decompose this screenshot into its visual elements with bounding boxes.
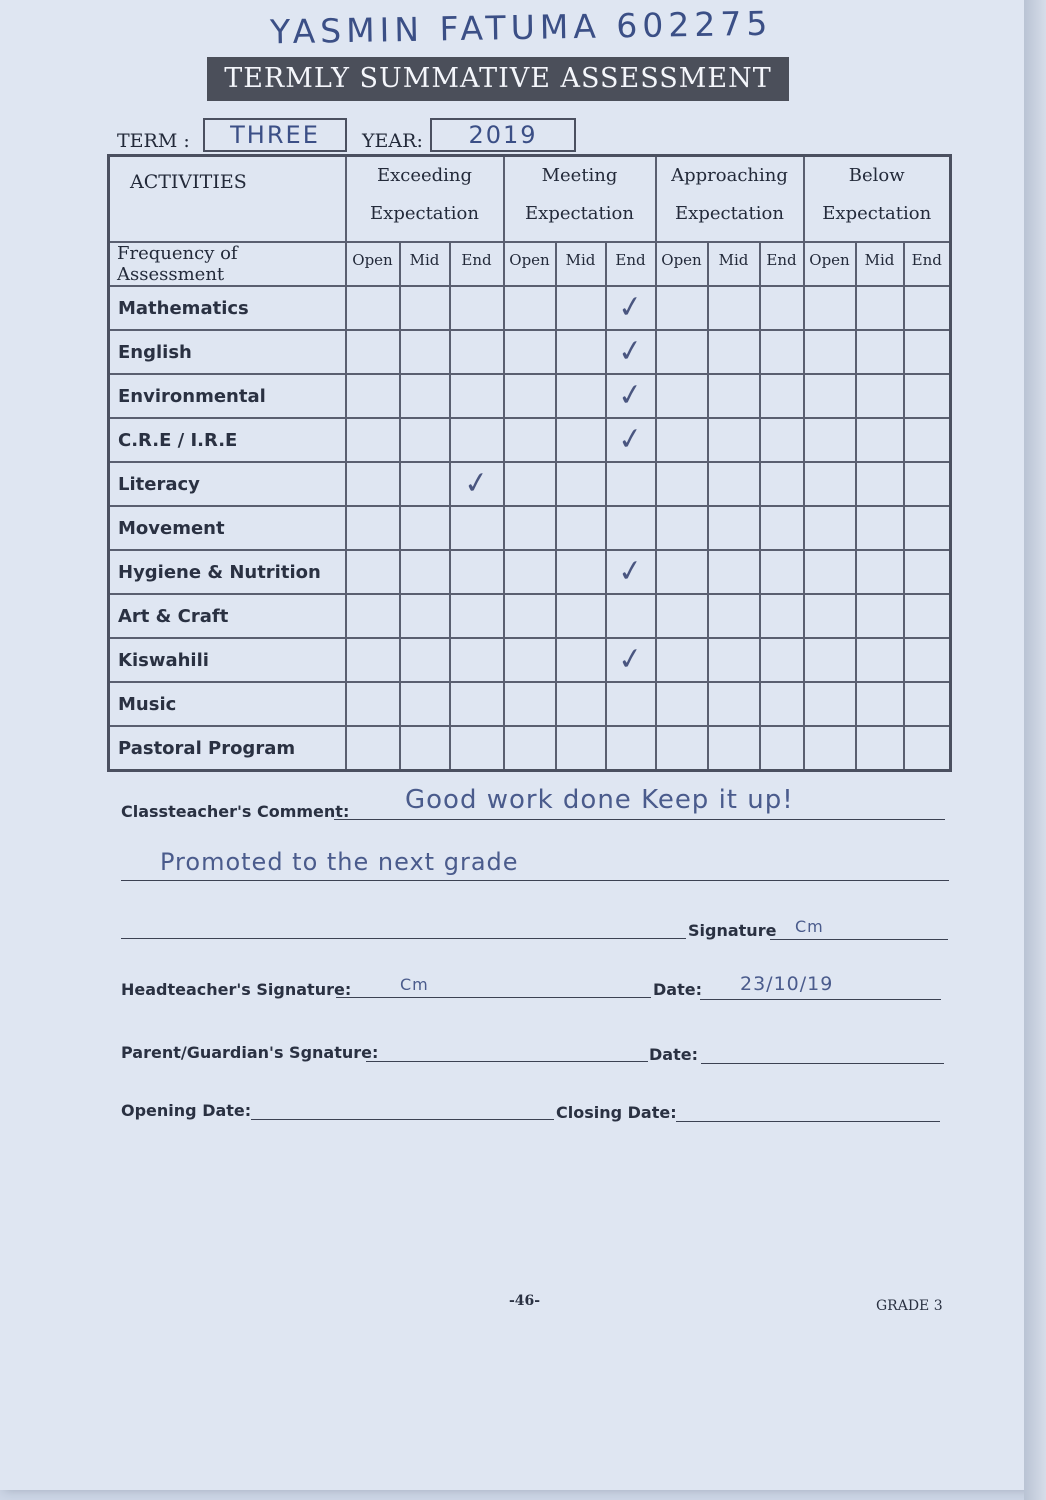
assessment-cell [450, 462, 504, 506]
assessment-cell [904, 374, 951, 418]
assessment-cell [556, 550, 606, 594]
signature-label: Signature [688, 921, 777, 940]
assessment-cell [804, 462, 856, 506]
assessment-cell [504, 550, 556, 594]
term-value: THREE [203, 118, 347, 152]
assessment-cell [760, 374, 804, 418]
page-edge [1024, 0, 1046, 1500]
assessment-cell [656, 418, 708, 462]
assessment-cell [450, 418, 504, 462]
assessment-cell [346, 638, 400, 682]
parent-signature-label: Parent/Guardian's Sgnature: [121, 1043, 379, 1062]
assessment-cell [450, 726, 504, 771]
assessment-cell [708, 726, 760, 771]
assessment-cell [606, 594, 656, 638]
assessment-cell [606, 726, 656, 771]
assessment-cell [346, 374, 400, 418]
assessment-cell [856, 550, 904, 594]
assessment-cell [904, 330, 951, 374]
assessment-cell [708, 286, 760, 330]
assessment-cell [606, 418, 656, 462]
assessment-cell [760, 682, 804, 726]
column-header: Mid [556, 242, 606, 286]
assessment-cell [556, 682, 606, 726]
frequency-label: Frequency of Assessment [109, 242, 346, 286]
assessment-cell [400, 726, 450, 771]
assessment-cell [904, 550, 951, 594]
assessment-cell [556, 462, 606, 506]
assessment-cell [450, 594, 504, 638]
assessment-rows [109, 286, 951, 771]
assessment-cell [656, 550, 708, 594]
table-row [109, 330, 951, 374]
assessment-cell [804, 418, 856, 462]
assessment-cell [760, 286, 804, 330]
assessment-cell [606, 286, 656, 330]
student-name-handwritten: YASMIN FATUMA 602275 [269, 3, 773, 52]
assessment-cell [346, 682, 400, 726]
assessment-cell [804, 286, 856, 330]
headteacher-signature-label: Headteacher's Signature: [121, 980, 352, 999]
subject-label: English [109, 330, 346, 374]
assessment-cell [656, 462, 708, 506]
parent-date-line [701, 1063, 944, 1064]
assessment-cell [450, 682, 504, 726]
assessment-cell [450, 330, 504, 374]
assessment-cell [856, 374, 904, 418]
assessment-cell [606, 638, 656, 682]
assessment-cell [346, 286, 400, 330]
assessment-cell [760, 550, 804, 594]
subject-label: Environmental [109, 374, 346, 418]
classteacher-signature-value: Cm [795, 917, 824, 936]
assessment-cell [346, 550, 400, 594]
assessment-cell [904, 594, 951, 638]
group-header-approaching: Approaching Expectation [656, 156, 804, 243]
classteacher-comment-text-2: Promoted to the next grade [160, 848, 519, 876]
table-row [109, 374, 951, 418]
table-row [109, 506, 951, 550]
assessment-cell [760, 726, 804, 771]
column-header: Open [804, 242, 856, 286]
assessment-cell [760, 462, 804, 506]
table-row [109, 418, 951, 462]
assessment-cell [856, 462, 904, 506]
subject-label: C.R.E / I.R.E [109, 418, 346, 462]
column-header: End [760, 242, 804, 286]
assessment-cell [606, 550, 656, 594]
assessment-cell [760, 506, 804, 550]
assessment-cell [708, 418, 760, 462]
assessment-cell [656, 286, 708, 330]
parent-signature-line [366, 1061, 648, 1062]
assessment-cell [856, 594, 904, 638]
table-row [109, 550, 951, 594]
assessment-cell [400, 638, 450, 682]
column-header: End [606, 242, 656, 286]
assessment-cell [856, 682, 904, 726]
subject-label: Literacy [109, 462, 346, 506]
assessment-cell [856, 286, 904, 330]
assessment-cell [856, 506, 904, 550]
assessment-cell [804, 638, 856, 682]
assessment-cell [556, 506, 606, 550]
assessment-cell [606, 330, 656, 374]
table-row [109, 462, 951, 506]
group-header-exceeding: Exceeding Expectation [346, 156, 504, 243]
assessment-cell [708, 594, 760, 638]
assessment-cell [804, 330, 856, 374]
parent-date-label: Date: [649, 1045, 698, 1064]
assessment-cell [656, 506, 708, 550]
subject-label: Hygiene & Nutrition [109, 550, 346, 594]
assessment-cell [556, 418, 606, 462]
assessment-cell [346, 506, 400, 550]
assessment-cell [804, 506, 856, 550]
assessment-cell [656, 330, 708, 374]
assessment-cell [760, 418, 804, 462]
subject-label: Movement [109, 506, 346, 550]
comment-line-2 [121, 880, 949, 881]
assessment-cell [450, 638, 504, 682]
assessment-cell [904, 726, 951, 771]
assessment-table [107, 154, 952, 772]
assessment-cell [760, 638, 804, 682]
assessment-cell [708, 374, 760, 418]
assessment-cell [656, 594, 708, 638]
comment-line-1 [334, 819, 945, 820]
assessment-cell [856, 418, 904, 462]
column-header: Mid [856, 242, 904, 286]
headteacher-signature-value: Cm [400, 975, 429, 994]
assessment-cell [400, 418, 450, 462]
table-row [109, 682, 951, 726]
assessment-cell [708, 506, 760, 550]
group-header-meeting: Meeting Expectation [504, 156, 656, 243]
assessment-cell [346, 418, 400, 462]
assessment-cell [346, 462, 400, 506]
assessment-cell [606, 682, 656, 726]
assessment-cell [904, 682, 951, 726]
assessment-cell [504, 286, 556, 330]
table-row [109, 594, 951, 638]
headteacher-date-line [700, 999, 941, 1000]
assessment-cell [556, 594, 606, 638]
column-header: End [904, 242, 951, 286]
assessment-cell [606, 374, 656, 418]
checkmark-icon: ✓ [615, 640, 646, 679]
assessment-cell [856, 330, 904, 374]
assessment-cell [656, 682, 708, 726]
headteacher-date-label: Date: [653, 980, 702, 999]
assessment-cell [450, 550, 504, 594]
subject-label: Music [109, 682, 346, 726]
assessment-cell [708, 330, 760, 374]
subject-label: Mathematics [109, 286, 346, 330]
column-header: Open [504, 242, 556, 286]
assessment-cell [346, 726, 400, 771]
table-row [109, 638, 951, 682]
assessment-cell [804, 550, 856, 594]
column-header: Open [656, 242, 708, 286]
opening-date-line [251, 1119, 554, 1120]
assessment-cell [708, 638, 760, 682]
assessment-cell [556, 374, 606, 418]
classteacher-comment-text-1: Good work done Keep it up! [405, 785, 794, 815]
checkmark-icon: ✓ [615, 420, 646, 459]
assessment-cell [556, 638, 606, 682]
column-header: Mid [708, 242, 760, 286]
assessment-cell [904, 462, 951, 506]
assessment-cell [450, 374, 504, 418]
assessment-cell [504, 638, 556, 682]
assessment-cell [400, 374, 450, 418]
assessment-cell [656, 726, 708, 771]
table-row [109, 726, 951, 771]
assessment-cell [856, 726, 904, 771]
subject-label: Pastoral Program [109, 726, 346, 771]
assessment-cell [504, 594, 556, 638]
assessment-cell [804, 726, 856, 771]
checkmark-icon: ✓ [615, 376, 646, 415]
assessment-cell [450, 506, 504, 550]
assessment-cell [450, 286, 504, 330]
comment-line-3 [121, 938, 686, 939]
assessment-cell [504, 418, 556, 462]
assessment-cell [708, 682, 760, 726]
grade-label: GRADE 3 [876, 1298, 943, 1314]
assessment-cell [708, 462, 760, 506]
group-header-below: Below Expectation [804, 156, 951, 243]
assessment-cell [556, 330, 606, 374]
assessment-cell [400, 286, 450, 330]
form-title: TERMLY SUMMATIVE ASSESSMENT [207, 57, 789, 101]
assessment-cell [400, 330, 450, 374]
assessment-cell [904, 418, 951, 462]
year-label: YEAR: [362, 130, 423, 152]
assessment-cell [504, 374, 556, 418]
column-header: Mid [400, 242, 450, 286]
assessment-cell [606, 506, 656, 550]
assessment-cell [904, 506, 951, 550]
checkmark-icon: ✓ [615, 332, 646, 371]
assessment-cell [400, 682, 450, 726]
year-value: 2019 [430, 118, 576, 152]
column-header: End [450, 242, 504, 286]
assessment-cell [400, 462, 450, 506]
page-number: -46- [509, 1293, 541, 1309]
closing-date-label: Closing Date: [556, 1103, 677, 1122]
opening-date-label: Opening Date: [121, 1101, 252, 1120]
assessment-cell [504, 506, 556, 550]
signature-line [770, 939, 948, 940]
assessment-cell [760, 330, 804, 374]
subject-label: Kiswahili [109, 638, 346, 682]
assessment-cell [904, 638, 951, 682]
assessment-cell [656, 638, 708, 682]
term-label: TERM : [117, 130, 190, 152]
activities-header: ACTIVITIES [109, 156, 346, 243]
assessment-cell [504, 330, 556, 374]
closing-date-line [676, 1121, 940, 1122]
assessment-cell [346, 330, 400, 374]
subject-label: Art & Craft [109, 594, 346, 638]
assessment-cell [804, 682, 856, 726]
assessment-cell [400, 550, 450, 594]
assessment-cell [804, 374, 856, 418]
table-row [109, 286, 951, 330]
assessment-cell [400, 506, 450, 550]
assessment-cell [504, 726, 556, 771]
assessment-cell [656, 374, 708, 418]
checkmark-icon: ✓ [615, 288, 646, 327]
assessment-cell [400, 594, 450, 638]
classteacher-comment-label: Classteacher's Comment: [121, 802, 350, 821]
assessment-cell [856, 638, 904, 682]
assessment-cell [606, 462, 656, 506]
assessment-cell [346, 594, 400, 638]
column-header: Open [346, 242, 400, 286]
assessment-cell [556, 286, 606, 330]
assessment-cell [504, 462, 556, 506]
checkmark-icon: ✓ [461, 464, 492, 503]
assessment-cell [708, 550, 760, 594]
assessment-cell [504, 682, 556, 726]
assessment-cell [904, 286, 951, 330]
assessment-cell [804, 594, 856, 638]
assessment-cell [760, 594, 804, 638]
headteacher-date-value: 23/10/19 [740, 973, 834, 995]
checkmark-icon: ✓ [615, 552, 646, 591]
headteacher-signature-line [336, 997, 651, 998]
assessment-cell [556, 726, 606, 771]
